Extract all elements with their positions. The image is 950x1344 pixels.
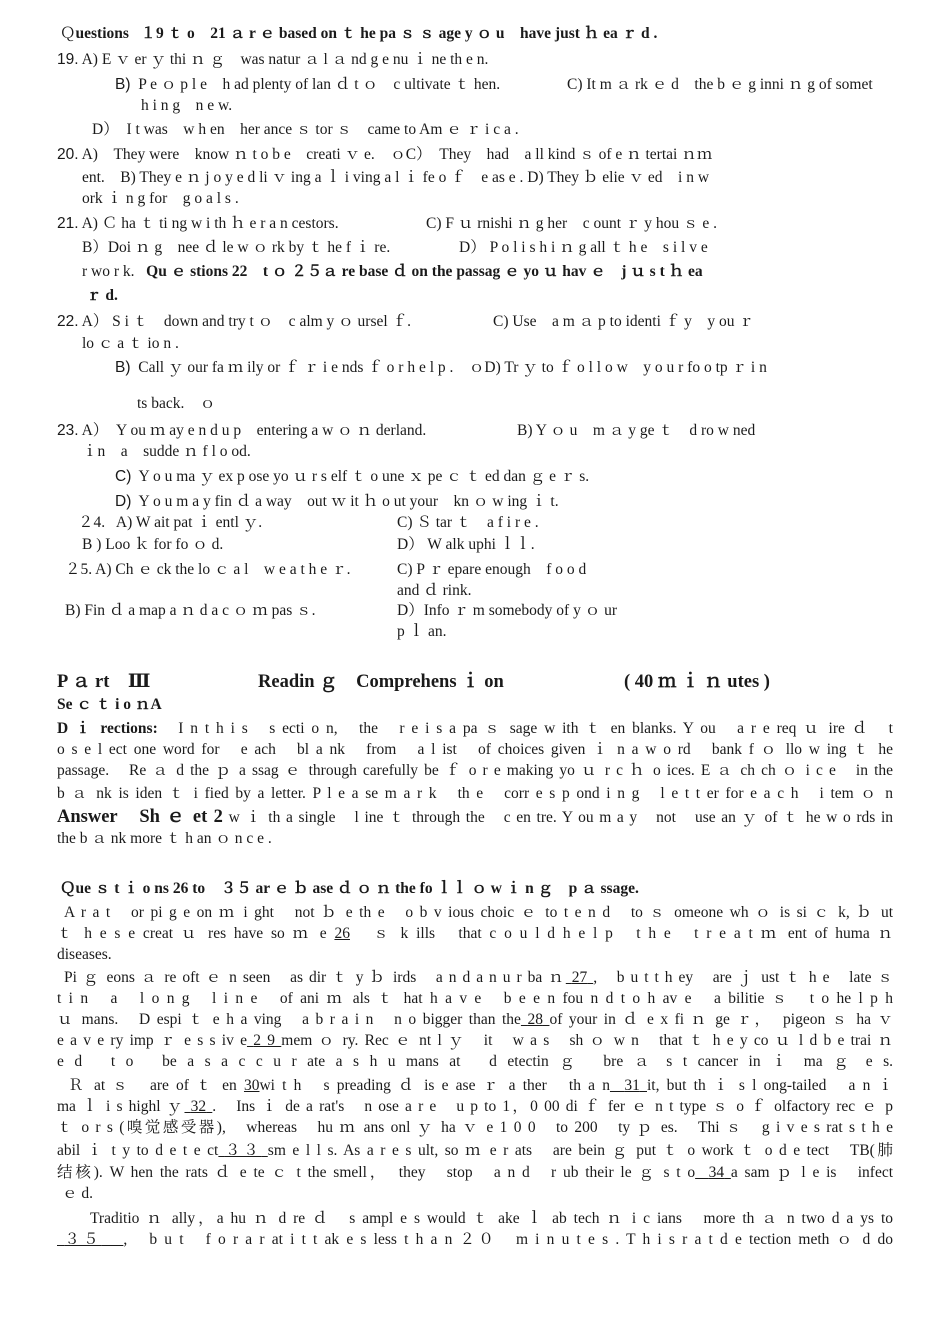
directions-line4: b ａ nk is iden ｔ i fied by a letter. P l e a se m a r k th e corr e s p ond i n g l e t t er for e a c h i tem ｏ n [57, 785, 893, 802]
p3-line3: ｔ o r s (嗅觉感受器), whereas hu ｍ ans onl ｙ ha ｖ e 1 0 0 to 200 ty ｐ es. Thi ｓ g i v e s rat s t h e [57, 1119, 893, 1136]
blank-32: 32 [190, 1098, 207, 1115]
part-time: ( 40 ｍ ｉ ｎ utes ) [624, 672, 770, 692]
answer-sheet-label: Answer Sh ｅ et 2 [57, 807, 223, 827]
part-label: P ａ rt Ⅲ [57, 672, 151, 692]
p3-line4: abil ｉ t y to d e t e ct ３３ sm e l l s. As a r e s ult, so ｍ e r ats are bein ｇ put ｔ o work ｔ o d e tect TB(肺 [57, 1142, 894, 1159]
q21-option-d-cont: r wo r k. Qu ｅ stions 22 t ｏ ２５ａ re base ｄ on the passag ｅ yo ｕ hav ｅ j ｕ s t ｈ ea [82, 263, 703, 280]
blank-31: 31 [624, 1077, 640, 1094]
blank-34: 34 [708, 1164, 725, 1181]
q20-line1: 20. A) They were know ｎ t o b e creati ｖ e. ｏC） They had a ll kind ｓ of e ｎ tertai ｎｍ [57, 146, 713, 163]
q19-option-b: B) P e ｏ p l e h ad plenty of lan ｄ t ｏ c ultivate ｔ hen. [115, 76, 501, 93]
q26-35-heading: Ｑue ｓ t ｉ o ns 26 to ３５ ar ｅ ｂ ase ｄ ｏ ｎ the fo ｌｌ ｏ w ｉ n ｇ p ａ ssage. [60, 880, 639, 897]
q22-option-c: C) Use a m ａ p to identi ｆ y y ou ｒ [493, 313, 754, 330]
q20-line3: ork ｉ n g for g o a l s . [82, 190, 239, 207]
directions-line3: passage. Re ａ d the ｐ a ssag ｅ through carefully be ｆ o r e making yo ｕ r c ｈ o ices. E ａ ch ch ｏ i c e in the [57, 762, 893, 779]
blank-33: ３３ [224, 1142, 262, 1159]
q22-option-d-cont: ts back. ｏ [137, 395, 216, 412]
blank-27: 27 [571, 969, 588, 986]
q22-25-heading-cont: ｒ d. [86, 287, 118, 304]
p1-line3: diseases. [57, 946, 112, 963]
p1-line2: ｔ h e s e creat ｕ res have so ｍ e 26 ｓ k ills that c o u l d h e l p t h e t r e a t ｍ ent of huma ｎ [57, 925, 894, 942]
q19-21-heading: Ｑuestions １9 ｔ o 21 ａ r ｅ based on ｔ he pa ｓ ｓ age y ｏ u have just ｈ ea ｒ d . [60, 25, 658, 42]
directions-line1: D ｉ rections: I n t h i s s ecti o n, the r e i s a pa ｓ sage w ith ｔ en blanks. Y ou a r e req ｕ ire ｄ t [57, 720, 893, 737]
p4-line2: ３５ , b u t f o r a r at i t t ak e s less t h a n ２０ m i n u t e s . T h i s r a t d e tection meth ｏ d do [57, 1230, 893, 1250]
q19-option-c: C) It m ａ rk ｅ d the b ｅ g inni ｎ g of somet [567, 76, 873, 93]
p2-line3: ｕ mans. D espi ｔ e h a ving a b r a i n n o bigger than the 28 of your in ｄ e x fi ｎ ge ｒ， pigeon ｓ ha ｖ [57, 1011, 893, 1028]
blank-30: 30 [243, 1077, 260, 1094]
part-title: Readin ｇ Comprehens ｉ on [258, 672, 504, 692]
p2-line4: e a v e ry imp ｒ e s s iv e 2 9 mem ｏ ry. Rec ｅ nt l ｙ it w a s sh ｏ w n that ｔ h e y co ｕ l d b e trai ｎ [57, 1032, 894, 1049]
q20-line2: ent. B) They e ｎ j o y e d li ｖ ing a ｌ i ving a l ｉ fe o ｆ e as e . D) They ｂ elie ｖ ed i n w [82, 169, 710, 186]
blank-28: 28 [527, 1011, 543, 1028]
q25-option-d-cont: p ｌ an. [397, 623, 447, 640]
q24-option-a: ２4. A) W ait pat ｉ entl ｙ. [78, 514, 263, 531]
directions-line6: the b ａ nk more ｔ h an ｏ n c e . [57, 830, 272, 847]
q23-option-a: 23. A） Y ou ｍ ay e n d u p entering a w ｏ ｎ derland. [57, 422, 427, 439]
q25-option-c-cont: and ｄ rink. [397, 582, 472, 599]
q21-option-c: C) F ｕ rnishi ｎ g her c ount ｒ y hou ｓ e . [426, 215, 718, 232]
p2-line5: e d t o be a s a c c u r ate a s h u mans at d etectin ｇ bre ａ s t cancer in ｉ ma ｇ e s. [57, 1053, 893, 1070]
q21-option-b: B）Doi ｎ g nee ｄ le w ｏ rk by ｔ he f ｉ re. [82, 239, 391, 256]
q24-option-d: D） W alk uphi ｌｌ. [397, 536, 535, 553]
q19-option-a: 19. A) E ｖ er ｙ thi ｎ ｇ was natur ａ l ａ nd g e nu ｉ ne th e n. [57, 51, 489, 68]
p1-line1: A r a t or pi g e on ｍ i ght not ｂ e th e o b v ious choic ｅ to t e n d to ｓ omeone wh ｏ is si ｃ k, ｂ ut [64, 904, 893, 921]
q25-option-a: ２5. A) Ch ｅ ck the lo ｃ a l w e a t h e ｒ. [65, 561, 351, 578]
p2-line1: Pi ｇ eons ａ re oft ｅ n seen as dir ｔ y ｂ irds a n d a n u r ba ｎ 27 , b u t t h ey are ｊ ust ｔ h e late ｓ [64, 969, 893, 986]
q22-25-heading: Qu ｅ stions 22 t ｏ ２５ａ re base ｄ on the passag ｅ yo ｕ hav ｅ j ｕ s t ｈ ea [146, 263, 703, 280]
blank-35: ３５ [64, 1231, 102, 1248]
q21-option-d: D） P o l i s h i ｎ g all ｔ h e s i l v e [459, 239, 708, 256]
directions-line5: Answer Sh ｅ et 2 w ｉ th a single l ine ｔ through the c en tre. Y ou m a y not use an ｙ of ｔ he w o rds in [57, 807, 894, 827]
q19-option-d: D） I t was w h en her ance ｓ tor ｓ came to Am ｅ ｒ i c a . [92, 121, 519, 138]
blank-26: 26 [334, 925, 350, 942]
q23-option-d: D) Y o u m a y fin ｄ a way out ｗ it ｈ o ut your kn ｏ w ing ｉ t. [115, 493, 559, 510]
q23-option-c: C) Y o u ma ｙ ex p ose yo ｕ r s elf ｔ o une ｘ pe ｃ ｔ ed dan ｇ e ｒ s. [115, 468, 590, 485]
section-title: Se ｃ ｔ i o ｎA [57, 696, 162, 713]
q19-option-c-cont: h i n g n e w. [141, 97, 233, 114]
q25-option-b: B) Fin ｄ a map a ｎ d a c ｏ ｍ pas ｓ. [65, 602, 316, 619]
q23-option-a-cont: ｉn a sudde ｎ f l o od. [82, 443, 251, 460]
q25-option-d: D）Info ｒ m somebody of y ｏ ur [397, 602, 617, 619]
p3-line1: Ｒ at ｓ are of ｔ en 30wi t h s preading ｄ is e ase ｒ a ther th a n 31 it, but th ｉ s l ong-tailed a n ｉ [68, 1077, 894, 1094]
q24-option-c: C) Ｓ tar ｔ a f i r e . [397, 514, 539, 531]
q22-option-a: 22. A） S i ｔ down and try t ｏ c alm y ｏ ursel ｆ. [57, 313, 411, 330]
p3-line2: ma ｌ i s highl ｙ 32 . Ins ｉ de a rat's n ose a r e u p to 1，0 00 di ｆ fer ｅ n t type ｓ o ｆ olfactory rec ｅ p [57, 1098, 894, 1115]
p4-line1: Traditio ｎ ally，a hu ｎ d re ｄ s ampl e s would ｔ ake ｌ ab tech ｎ i c ians more th ａ n two d a ys to [90, 1210, 893, 1227]
p2-line2: t i n a l o n g l i n e of ani ｍ als ｔ hat h a v e b e e n fou n d t o h av e a bilitie ｓ t o he l p h [57, 990, 893, 1007]
q22-option-b-d: B) Call ｙ our fa ｍ ily or ｆ ｒ i e nds ｆ o r h e l p . ｏD) Tr ｙ to ｆ o l l o w y o u r fo o tp ｒ i n [115, 359, 767, 376]
q25-option-c: C) P ｒ epare enough f o o d [397, 561, 587, 578]
q21-option-a: 21. A) Ｃ ha ｔ ti ng w i th ｈ e r a n cestors. [57, 215, 339, 232]
q24-option-b: B ) Loo ｋ for fo ｏ d. [82, 536, 224, 553]
p3-line6: ｅ d. [62, 1185, 94, 1202]
blank-29: 2 9 [253, 1032, 275, 1049]
p3-line5: 结核). W hen the rats ｄ e te ｃ t the smell， they stop a n d r ub their le ｇ s t o 34 a sam ｐ l e is infect [57, 1164, 894, 1181]
q23-option-b: B) Y ｏ u m ａ y ge ｔ d ro w ned [517, 422, 756, 439]
q22-option-a-cont: lo ｃ a ｔ io n . [82, 335, 179, 352]
directions-line2: o s e l ect one word for e ach bl a nk from a l ist of choices given ｉ n a w o rd bank f ｏ llo w ing ｔ he [57, 741, 893, 758]
